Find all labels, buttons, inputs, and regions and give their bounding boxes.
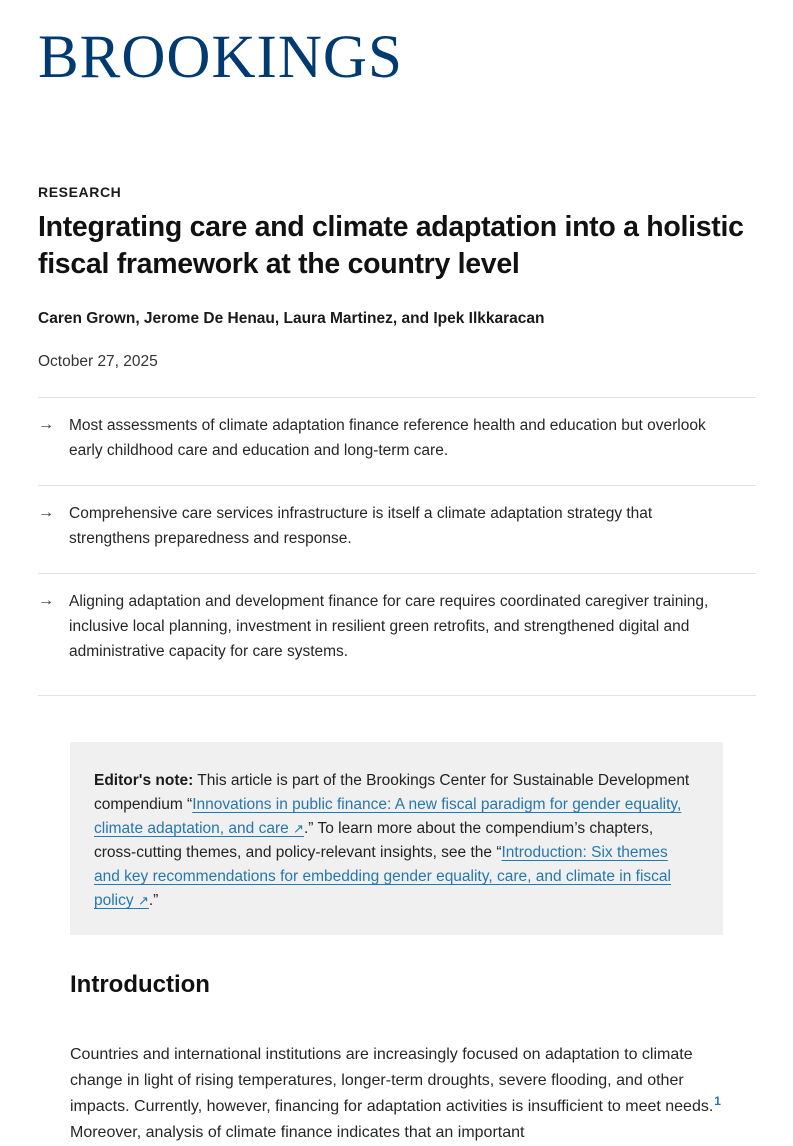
list-item	[38, 573, 756, 696]
editors-note-text: .” To learn more about the compendium’s chapters, cross-cutting themes, and policy-relevant insights, see the “	[94, 820, 654, 862]
arrow-right-icon: →	[38, 504, 54, 522]
publish-date: October 27, 2025	[38, 353, 158, 371]
key-takeaways-list	[38, 397, 756, 696]
editors-note-text: .”	[148, 892, 159, 910]
editors-note-label: Editor's note:	[94, 772, 194, 790]
intro-paragraph-text: Moreover, analysis of climate finance indicates that an important	[70, 1124, 525, 1142]
page-title: Integrating care and climate adaptation into a holistic fiscal framework at the country level	[38, 211, 744, 281]
research-label: RESEARCH	[38, 184, 122, 201]
takeaway-text: Aligning adaptation and development finance for care requires coordinated caregiver training, inclusive local planning, investment in resilient green retrofits, and strengthened digital and administrative capacity for care systems.	[69, 593, 709, 661]
footnote-1-link[interactable]: 1	[714, 1093, 721, 1108]
brookings-logo[interactable]: BROOKINGS	[38, 24, 403, 91]
takeaway-text: Comprehensive care services infrastructure is itself a climate adaptation strategy that strengthens preparedness and response.	[69, 505, 653, 548]
external-link-icon: ↗	[137, 893, 149, 909]
introduction-link-text: Introduction: Six themes and key recommendations for embedding gender equality, care, and climate in fiscal policy	[94, 844, 671, 910]
list-item	[38, 485, 756, 573]
arrow-right-icon: →	[38, 592, 54, 610]
compendium-link-text: Innovations in public finance: A new fiscal paradigm for gender equality, climate adaptation, and care	[94, 796, 682, 838]
section-heading-introduction: Introduction	[70, 971, 210, 999]
takeaway-text: Most assessments of climate adaptation finance reference health and education but overlook early childhood care and education and long-term care.	[69, 417, 706, 460]
intro-paragraph	[70, 1042, 728, 1146]
external-link-icon: ↗	[293, 821, 304, 837]
arrow-right-icon: →	[38, 416, 54, 434]
editors-note-text: This article is part of the Brookings Center for Sustainable Development compendium “	[94, 772, 690, 814]
author-byline: Caren Grown, Jerome De Henau, Laura Martinez, and Ipek Ilkkaracan	[38, 310, 545, 328]
list-item	[38, 397, 756, 485]
intro-paragraph-text: Countries and international institutions are increasingly focused on adaptation to climate change in light of rising temperatures, longer-term droughts, severe flooding, and other impacts. Currently, however, financing for adaptation activities is insufficient to meet needs.	[70, 1046, 714, 1116]
editors-note-box	[70, 742, 723, 935]
